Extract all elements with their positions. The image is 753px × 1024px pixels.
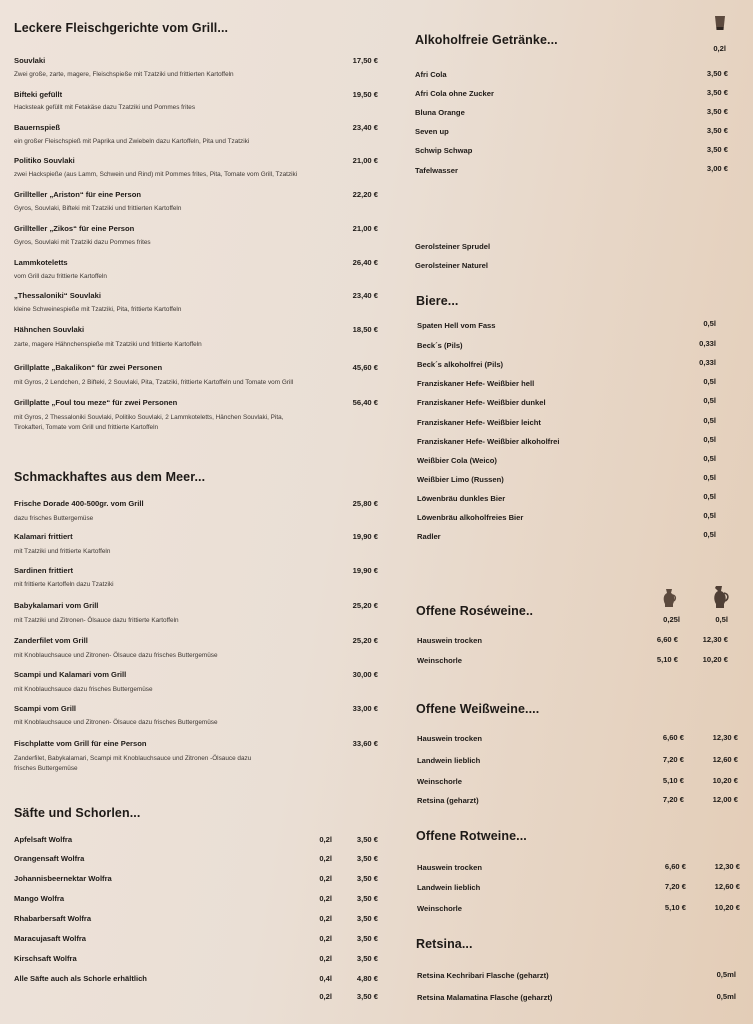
white-item-price-large: 12,00 € — [712, 795, 738, 804]
rose-item-price-large: 12,30 € — [702, 635, 728, 644]
grill-item-price: 17,50 € — [352, 56, 378, 65]
grill-item-price: 18,50 € — [352, 325, 378, 334]
red-item-price-large: 12,60 € — [714, 882, 740, 891]
juices-section-title: Säfte und Schorlen... — [14, 806, 141, 820]
retsina-item-size: 0,5ml — [716, 970, 736, 979]
sea-item-name: Frische Dorade 400-500gr. vom Grill — [14, 499, 144, 508]
rose-item-name: Hauswein trocken — [417, 636, 482, 645]
white-item-price-large: 10,20 € — [712, 776, 738, 785]
retsina-section-title: Retsina... — [416, 937, 473, 951]
grill-item-name: Hähnchen Souvlaki — [14, 325, 85, 334]
sea-item-desc: mit Knoblauchsauce und Zitronen- Ölsauce dazu frisches Buttergemüse — [14, 719, 218, 726]
wine-size-small: 0,25l — [663, 615, 680, 624]
softdrink-item-price: 3,50 € — [706, 88, 728, 97]
water-item-name: Gerolsteiner Naturel — [415, 261, 489, 270]
red-item-price-small: 7,20 € — [664, 882, 686, 891]
grill-item-name: Grillteller „Zikos“ für eine Person — [14, 224, 135, 233]
white-item-name: Hauswein trocken — [417, 734, 482, 743]
sea-section-title: Schmackhaftes aus dem Meer... — [14, 470, 206, 484]
grill-item-desc: Zwei große, zarte, magere, Fleischspieße mit Tzatziki und frittierten Kartoffeln — [14, 71, 234, 78]
grill-item-desc: Gyros, Souvlaki mit Tzatziki dazu Pommes frites — [14, 239, 151, 246]
grill-item-price: 56,40 € — [352, 398, 378, 407]
retsina-item-size: 0,5ml — [716, 992, 736, 1001]
juice-item-name: Maracujasaft Wolfra — [14, 934, 87, 943]
grill-item-desc: Tirokafteri, Tomate vom Grill und frittierte Kartoffeln — [14, 424, 159, 431]
rose-item-price-large: 10,20 € — [702, 655, 728, 664]
beer-item-size: 0,33l — [699, 339, 716, 348]
sea-item-price: 30,00 € — [352, 670, 378, 679]
sea-item-desc: Zanderfilet, Babykalamari, Scampi mit Knoblauchsauce und Zitronen -Ölsauce dazu — [14, 755, 252, 762]
grill-item-price: 21,00 € — [352, 156, 378, 165]
grill-item-desc: kleine Schweinespieße mit Tzatziki, Pita, frittierte Kartoffeln — [14, 306, 182, 313]
beer-item-size: 0,5l — [703, 435, 716, 444]
sea-item-price: 25,80 € — [352, 499, 378, 508]
white-item-name: Landwein lieblich — [417, 756, 481, 765]
juice-item-name: Kirschsaft Wolfra — [14, 954, 77, 963]
sea-item-desc: mit Knoblauchsauce und Zitronen- Ölsauce dazu frisches Buttergemüse — [14, 652, 218, 659]
juice-item-size: 0,2l — [319, 854, 332, 863]
beer-item-size: 0,5l — [703, 319, 716, 328]
small-carafe-icon — [661, 588, 677, 608]
white-item-name: Weinschorle — [417, 777, 463, 786]
grill-item-price: 22,20 € — [352, 190, 378, 199]
beer-item-name: Franziskaner Hefe- Weißbier alkoholfrei — [417, 437, 560, 446]
juice-item-price: 3,50 € — [356, 894, 378, 903]
beer-item-size: 0,33l — [699, 358, 716, 367]
juice-item-size: 0,4l — [319, 974, 332, 983]
grill-item-name: Bifteki gefüllt — [14, 90, 63, 99]
softdrink-item-name: Seven up — [415, 127, 449, 136]
juice-item-name: Apfelsaft Wolfra — [14, 835, 73, 844]
sea-item-name: Sardinen frittiert — [14, 566, 74, 575]
softdrink-item-price: 3,50 € — [706, 145, 728, 154]
sea-item-name: Kalamari frittiert — [14, 532, 73, 541]
grill-item-desc: zarte, magere Hähnchenspieße mit Tzatziki und frittierte Kartoffeln — [14, 341, 202, 348]
softdrink-item-name: Bluna Orange — [415, 108, 465, 117]
red-item-price-large: 12,30 € — [714, 862, 740, 871]
beer-item-name: Franziskaner Hefe- Weißbier hell — [417, 379, 535, 388]
sea-item-name: Fischplatte vom Grill für eine Person — [14, 739, 147, 748]
grill-item-price: 23,40 € — [352, 123, 378, 132]
grill-item-name: Grillplatte „Bakalikon“ für zwei Personen — [14, 363, 163, 372]
sea-item-name: Zanderfilet vom Grill — [14, 636, 88, 645]
juice-item-size: 0,2l — [319, 934, 332, 943]
grill-item-desc: vom Grill dazu frittierte Kartoffeln — [14, 273, 107, 280]
beer-item-name: Weißbier Cola (Weico) — [417, 456, 497, 465]
red-item-name: Weinschorle — [417, 904, 463, 913]
softdrink-item-name: Afri Cola ohne Zucker — [415, 89, 494, 98]
softdrinks-section-title: Alkoholfreie Getränke... — [415, 33, 558, 47]
beer-item-name: Franziskaner Hefe- Weißbier dunkel — [417, 398, 546, 407]
white-item-price-large: 12,60 € — [712, 755, 738, 764]
grill-item-name: Grillplatte „Foul tou meze“ für zwei Personen — [14, 398, 178, 407]
grill-item-desc: Hacksteak gefüllt mit Fetakäse dazu Tzatziki und Pommes frites — [14, 104, 196, 111]
sea-item-desc: mit Knoblauchsauce dazu frisches Buttergemüse — [14, 686, 153, 693]
beer-item-name: Beck´s alkoholfrei (Pils) — [417, 360, 504, 369]
softdrinks-size-header: 0,2l — [713, 44, 726, 53]
white-item-price-small: 7,20 € — [662, 755, 684, 764]
sea-item-price: 33,00 € — [352, 704, 378, 713]
beer-item-size: 0,5l — [703, 473, 716, 482]
softdrink-item-name: Schwip Schwap — [415, 146, 473, 155]
sea-item-name: Babykalamari vom Grill — [14, 601, 99, 610]
grill-item-name: „Thessaloniki“ Souvlaki — [14, 291, 101, 300]
sea-item-price: 25,20 € — [352, 636, 378, 645]
beer-item-size: 0,5l — [703, 454, 716, 463]
grill-item-desc: zwei Hackspieße (aus Lamm, Schwein und Rind) mit Pommes frites, Pita, Tomate vom Grill, Tzatziki — [14, 171, 298, 178]
juice-item-price: 3,50 € — [356, 992, 378, 1001]
juice-item-price: 3,50 € — [356, 874, 378, 883]
grill-item-name: Bauernspieß — [14, 123, 60, 132]
white-section-title: Offene Weißweine.... — [416, 702, 540, 716]
white-item-price-large: 12,30 € — [712, 733, 738, 742]
juice-item-size: 0,2l — [319, 835, 332, 844]
beer-item-name: Löwenbräu alkoholfreies Bier — [417, 513, 524, 522]
softdrink-item-price: 3,50 € — [706, 69, 728, 78]
retsina-item-name: Retsina Kechribari Flasche (geharzt) — [417, 971, 549, 980]
water-item-name: Gerolsteiner Sprudel — [415, 242, 491, 251]
softdrink-item-price: 3,50 € — [706, 126, 728, 135]
grill-item-name: Grillteller „Ariston“ für eine Person — [14, 190, 142, 199]
juice-item-name: Alle Säfte auch als Schorle erhältlich — [14, 974, 147, 983]
red-item-price-small: 6,60 € — [664, 862, 686, 871]
sea-item-price: 25,20 € — [352, 601, 378, 610]
juice-item-price: 3,50 € — [356, 954, 378, 963]
softdrink-item-name: Afri Cola — [415, 70, 447, 79]
sea-item-desc: mit Tzatziki und Zitronen- Ölsauce dazu frittierte Kartoffeln — [14, 617, 179, 624]
grill-item-desc: ein großer Fleischspieß mit Paprika und Zwiebeln dazu Kartoffeln, Pita und Tzatziki — [14, 138, 250, 145]
juice-item-price: 4,80 € — [356, 974, 378, 983]
sea-item-desc: mit frittierte Kartoffeln dazu Tzatziki — [14, 581, 114, 588]
red-item-name: Landwein lieblich — [417, 883, 481, 892]
juice-item-name: Johannisbeernektar Wolfra — [14, 874, 112, 883]
beer-item-size: 0,5l — [703, 416, 716, 425]
sea-item-price: 19,90 € — [352, 532, 378, 541]
grill-item-price: 23,40 € — [352, 291, 378, 300]
wine-size-large: 0,5l — [715, 615, 728, 624]
red-item-price-small: 5,10 € — [664, 903, 686, 912]
white-item-name: Retsina (geharzt) — [417, 796, 479, 805]
grill-item-name: Lammkoteletts — [14, 258, 68, 267]
juice-item-price: 3,50 € — [356, 914, 378, 923]
rose-item-name: Weinschorle — [417, 656, 463, 665]
beer-section-title: Biere... — [416, 294, 459, 308]
red-section-title: Offene Rotweine... — [416, 829, 527, 843]
beer-item-name: Radler — [417, 532, 441, 541]
grill-item-name: Souvlaki — [14, 56, 46, 65]
juice-item-size: 0,2l — [319, 914, 332, 923]
beer-item-name: Löwenbräu dunkles Bier — [417, 494, 506, 503]
rose-section-title: Offene Roséweine.. — [416, 604, 534, 618]
beer-item-size: 0,5l — [703, 511, 716, 520]
grill-item-price: 26,40 € — [352, 258, 378, 267]
retsina-item-name: Retsina Malamatina Flasche (geharzt) — [417, 993, 553, 1002]
juice-item-price: 3,50 € — [356, 934, 378, 943]
beer-item-name: Beck´s (Pils) — [417, 341, 463, 350]
juice-item-size: 0,2l — [319, 874, 332, 883]
beer-item-size: 0,5l — [703, 492, 716, 501]
grill-item-desc: mit Gyros, 2 Lendchen, 2 Bifteki, 2 Souvlaki, Pita, Tzatziki, frittierte Kartoffeln und Tomate vom Grill — [14, 379, 294, 386]
grill-item-name: Politiko Souvlaki — [14, 156, 75, 165]
grill-item-price: 45,60 € — [352, 363, 378, 372]
rose-item-price-small: 6,60 € — [656, 635, 678, 644]
juice-item-size: 0,2l — [319, 954, 332, 963]
white-item-price-small: 7,20 € — [662, 795, 684, 804]
glass-icon — [714, 15, 726, 31]
grill-item-price: 21,00 € — [352, 224, 378, 233]
juice-item-name: Orangensaft Wolfra — [14, 854, 85, 863]
juice-item-size: 0,2l — [319, 894, 332, 903]
beer-item-name: Weißbier Limo (Russen) — [417, 475, 504, 484]
juice-item-price: 3,50 € — [356, 835, 378, 844]
softdrink-item-name: Tafelwasser — [415, 166, 458, 175]
beer-item-size: 0,5l — [703, 377, 716, 386]
large-carafe-icon — [711, 585, 731, 609]
grill-section-title: Leckere Fleischgerichte vom Grill... — [14, 21, 229, 35]
juice-item-name: Rhabarbersaft Wolfra — [14, 914, 92, 923]
grill-item-desc: Gyros, Souvlaki, Bifteki mit Tzatziki und frittierten Kartoffeln — [14, 205, 182, 212]
beer-item-size: 0,5l — [703, 530, 716, 539]
sea-item-name: Scampi und Kalamari vom Grill — [14, 670, 127, 679]
white-item-price-small: 6,60 € — [662, 733, 684, 742]
sea-item-name: Scampi vom Grill — [14, 704, 77, 713]
sea-item-desc: mit Tzatziki und frittierte Kartoffeln — [14, 548, 111, 555]
softdrink-item-price: 3,00 € — [706, 164, 728, 173]
red-item-name: Hauswein trocken — [417, 863, 482, 872]
beer-item-name: Spaten Hell vom Fass — [417, 321, 496, 330]
white-item-price-small: 5,10 € — [662, 776, 684, 785]
sea-item-price: 19,90 € — [352, 566, 378, 575]
grill-item-price: 19,50 € — [352, 90, 378, 99]
juice-item-name: Mango Wolfra — [14, 894, 65, 903]
juice-item-price: 3,50 € — [356, 854, 378, 863]
softdrink-item-price: 3,50 € — [706, 107, 728, 116]
sea-item-desc: frisches Buttergemüse — [14, 765, 78, 772]
beer-item-size: 0,5l — [703, 396, 716, 405]
beer-item-name: Franziskaner Hefe- Weißbier leicht — [417, 418, 541, 427]
red-item-price-large: 10,20 € — [714, 903, 740, 912]
sea-item-price: 33,60 € — [352, 739, 378, 748]
rose-item-price-small: 5,10 € — [656, 655, 678, 664]
grill-item-desc: mit Gyros, 2 Thessaloniki Souvlaki, Politiko Souvlaki, 2 Lammkoteletts, Hänchen Souvlaki, Pita, — [14, 414, 284, 421]
sea-item-desc: dazu frisches Buttergemüse — [14, 515, 94, 522]
juice-item-size: 0,2l — [319, 992, 332, 1001]
